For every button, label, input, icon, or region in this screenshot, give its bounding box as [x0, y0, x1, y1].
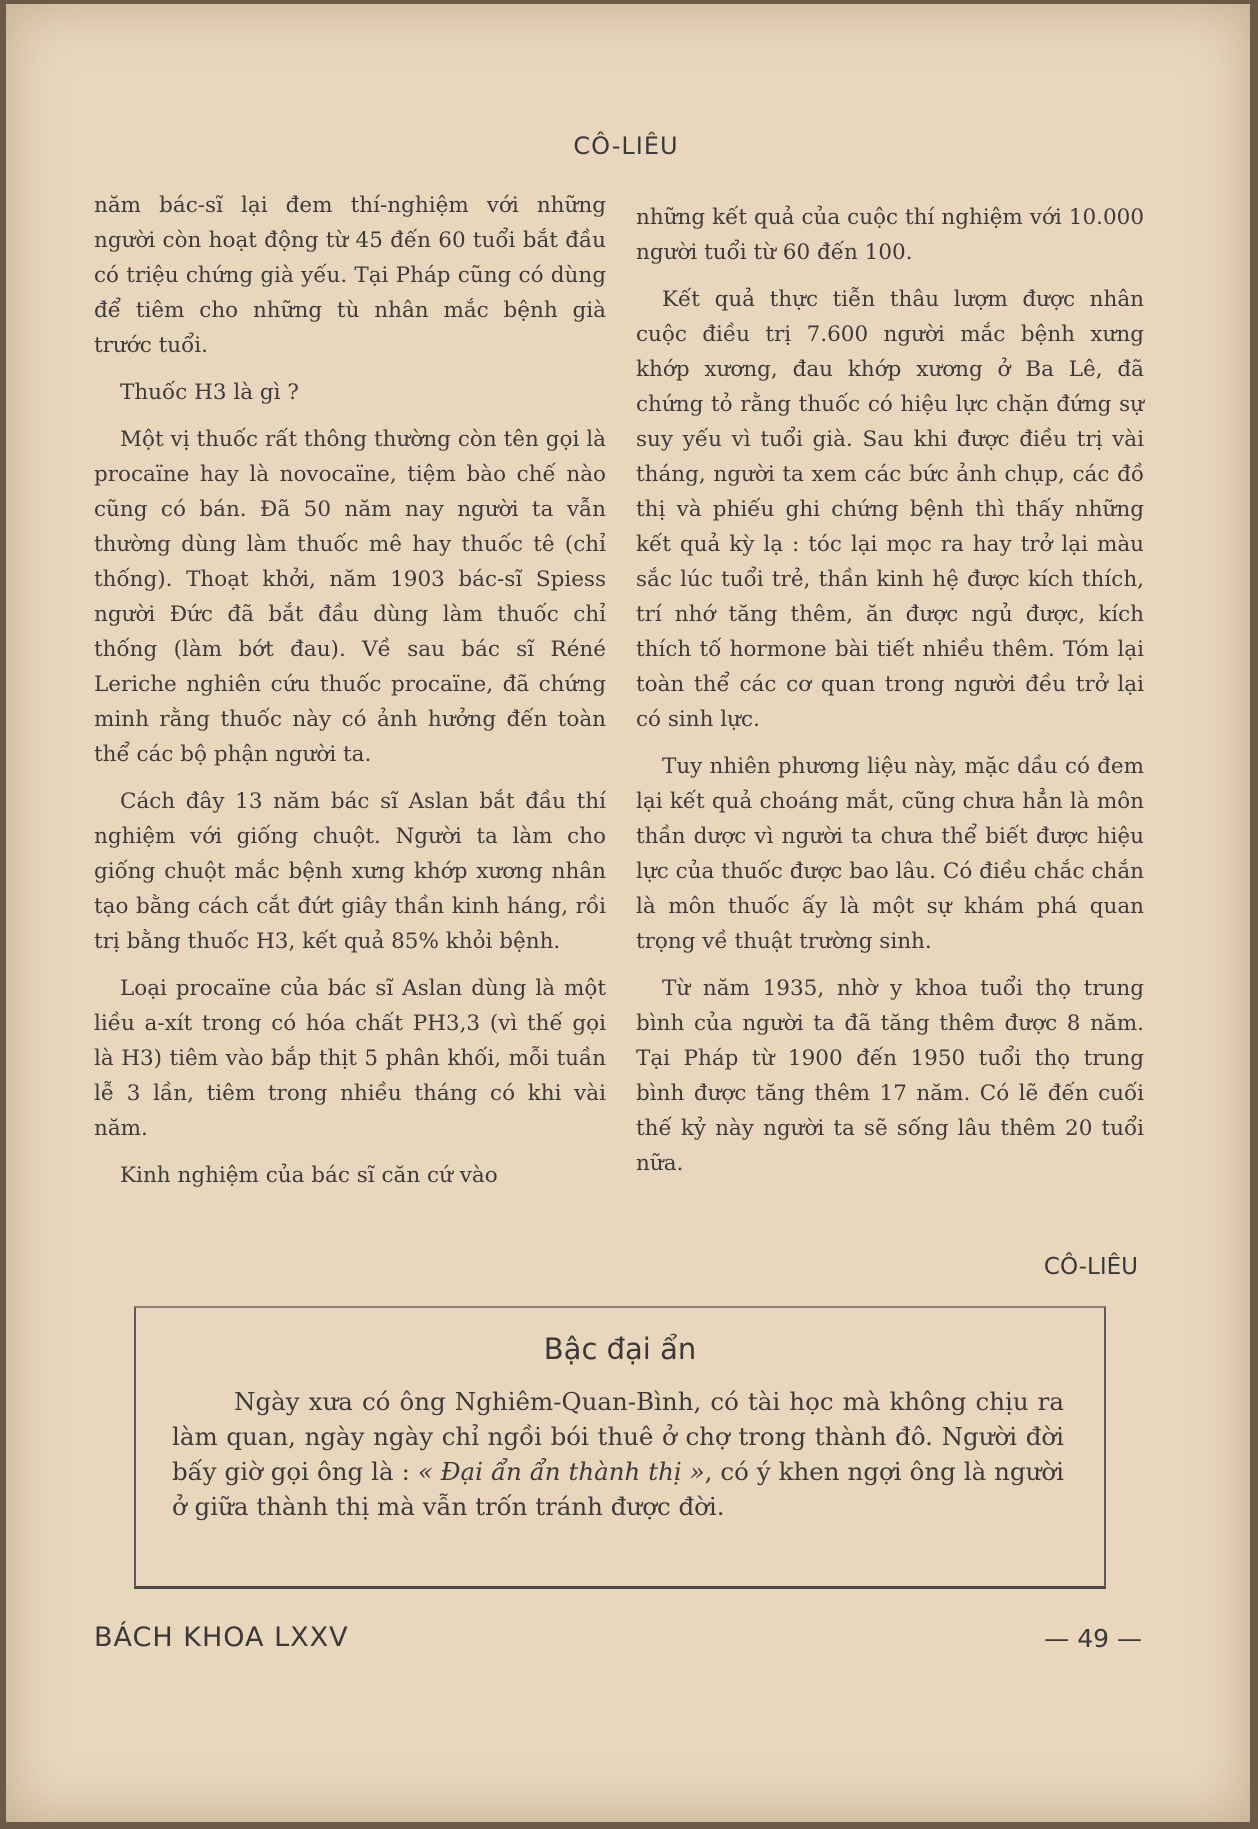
right-paragraph-2: Kết quả thực tiễn thâu lượm được nhân cuộc điều trị 7.600 người mắc bệnh xưng khớp xương, đau khớp xương ở Ba Lê, đã chứng tỏ rằng thuốc có hiệu lực chặn đứng sự suy yếu vì tuổi già. Sau khi được điều trị vài tháng, người ta xem các bức ảnh chụp, các đồ thị và phiếu ghi chứng bệnh thì thấy những kết quả kỳ lạ : tóc lại mọc ra hay trở lại màu sắc lúc tuổi trẻ, thần kinh hệ được kích thích, trí nhớ tăng thêm, ăn được ngủ được, kích thích tố hormone bài tiết nhiều thêm. Tóm lại toàn thể các cơ quan trong người đều trở lại có sinh lực. [636, 287, 1144, 732]
article-signature: CÔ-LIÊU [1043, 1254, 1138, 1280]
anecdote-box [134, 1306, 1106, 1589]
left-paragraph-5: Loại procaïne của bác sĩ Aslan dùng là một liều a-xít trong có hóa chất PH3,3 (vì thế gọi là H3) tiêm vào bắp thịt 5 phân khối, mỗi tuần lễ 3 lần, tiêm trong nhiều tháng có khi vài năm. [94, 976, 606, 1141]
magazine-name-footer: BÁCH KHOA LXXV [94, 1622, 349, 1653]
anecdote-title: Bậc đại ẩn [543, 1332, 697, 1366]
article-author-header: CÔ-LIÊU [573, 132, 679, 160]
anecdote-quote: « Đại ẩn ẩn thành thị » [417, 1457, 705, 1486]
left-paragraph-1: năm bác-sĩ lại đem thí-nghiệm với những người còn hoạt động từ 45 đến 60 tuổi bắt đầu có triệu chứng già yếu. Tại Pháp cũng có dùng để tiêm cho những tù nhân mắc bệnh già trước tuổi. [94, 193, 606, 358]
anecdote-text-after: , có ý khen ngợi ông là người ở giữa thành thị mà vẫn trốn tránh được đời. [172, 1457, 1064, 1521]
right-paragraph-4: Từ năm 1935, nhờ y khoa tuổi thọ trung bình của người ta đã tăng thêm được 8 năm. Tại Pháp từ 1900 đến 1950 tuổi thọ trung bình được tăng thêm 17 năm. Có lẽ đến cuối thế kỷ này người ta sẽ sống lâu thêm 20 tuổi nữa. [636, 976, 1144, 1176]
page-number: — 49 — [1044, 1624, 1142, 1653]
anecdote-text-before: Ngày xưa có ông Nghiêm-Quan-Bình, có tài học mà không chịu ra làm quan, ngày ngày chỉ ngồi bói thuê ở chợ trong thành đô. Người đời bấy giờ gọi ông là : [172, 1387, 1064, 1486]
right-paragraph-3: Tuy nhiên phương liệu này, mặc dầu có đem lại kết quả choáng mắt, cũng chưa hẳn là môn thần dược vì người ta chưa thể biết được hiệu lực của thuốc được bao lâu. Có điều chắc chắn là môn thuốc ấy là một sự khám phá quan trọng về thuật trường sinh. [636, 754, 1144, 954]
left-paragraph-4: Cách đây 13 năm bác sĩ Aslan bắt đầu thí nghiệm với giống chuột. Người ta làm cho giống chuột mắc bệnh xưng khớp xương nhân tạo bằng cách cắt đứt giây thần kinh háng, rồi trị bằng thuốc H3, kết quả 85% khỏi bệnh. [94, 789, 606, 954]
right-paragraph-1: những kết quả của cuộc thí nghiệm với 10.000 người tuổi từ 60 đến 100. [636, 205, 1144, 265]
right-column [636, 200, 1144, 1193]
anecdote-text [172, 1384, 1064, 1524]
magazine-page [6, 4, 1250, 1822]
left-column [94, 188, 606, 1205]
left-paragraph-3: Một vị thuốc rất thông thường còn tên gọi là procaïne hay là novocaïne, tiệm bào chế nào cũng có bán. Đã 50 năm nay người ta vẫn thường dùng làm thuốc mê hay thuốc tê (chỉ thống). Thoạt khởi, năm 1903 bác-sĩ Spiess người Đức đã bắt đầu dùng làm thuốc chỉ thống (làm bớt đau). Về sau bác sĩ Réné Leriche nghiên cứu thuốc procaïne, đã chứng minh rằng thuốc này có ảnh hưởng đến toàn thể các bộ phận người ta. [94, 427, 606, 767]
left-paragraph-6: Kinh nghiệm của bác sĩ căn cứ vào [120, 1163, 498, 1188]
left-paragraph-2-subheading: Thuốc H3 là gì ? [120, 380, 299, 405]
